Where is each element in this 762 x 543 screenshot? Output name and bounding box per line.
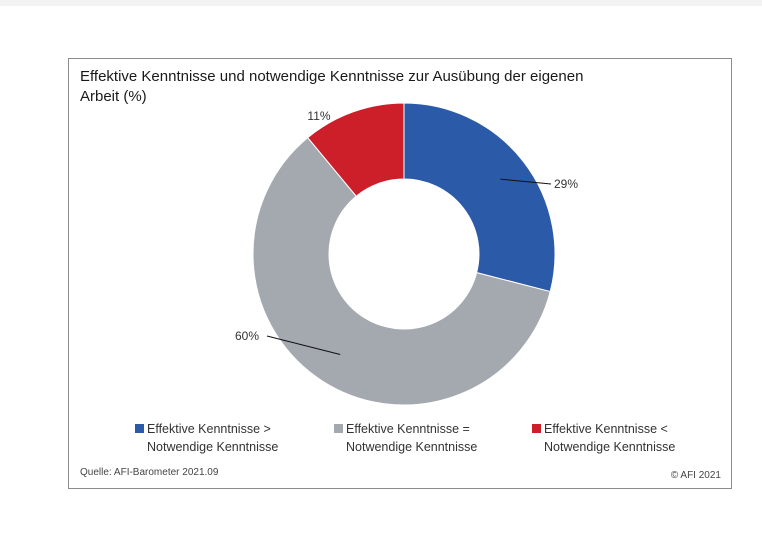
source-note: Quelle: AFI-Barometer 2021.09 <box>80 467 219 478</box>
chart-legend <box>69 420 733 460</box>
donut-chart <box>69 59 733 419</box>
chart-title: Effektive Kenntnisse und notwendige Kenntnisse zur Ausübung der eigenen Arbeit (%) <box>80 68 584 105</box>
top-rule <box>0 0 762 6</box>
chart-card <box>68 58 732 489</box>
legend-label-line2: Notwendige Kenntnisse <box>147 440 279 454</box>
slice-value-label: 11% <box>307 109 331 123</box>
legend-label-line2: Notwendige Kenntnisse <box>346 440 478 454</box>
legend-label-line1: Effektive Kenntnisse = <box>346 422 470 436</box>
legend-label-line1: Effektive Kenntnisse < <box>544 422 668 436</box>
legend-item-equal <box>334 420 477 456</box>
legend-label-line1: Effektive Kenntnisse > <box>147 422 271 436</box>
legend-swatch <box>135 424 144 433</box>
copyright-note: © AFI 2021 <box>670 470 721 481</box>
donut-slice <box>404 103 555 292</box>
legend-swatch <box>334 424 343 433</box>
slice-value-label: 29% <box>554 177 579 191</box>
legend-item-less <box>532 420 675 456</box>
legend-label-line2: Notwendige Kenntnisse <box>544 440 676 454</box>
legend-item-greater <box>135 420 278 456</box>
legend-swatch <box>532 424 541 433</box>
slice-value-label: 60% <box>234 329 259 343</box>
